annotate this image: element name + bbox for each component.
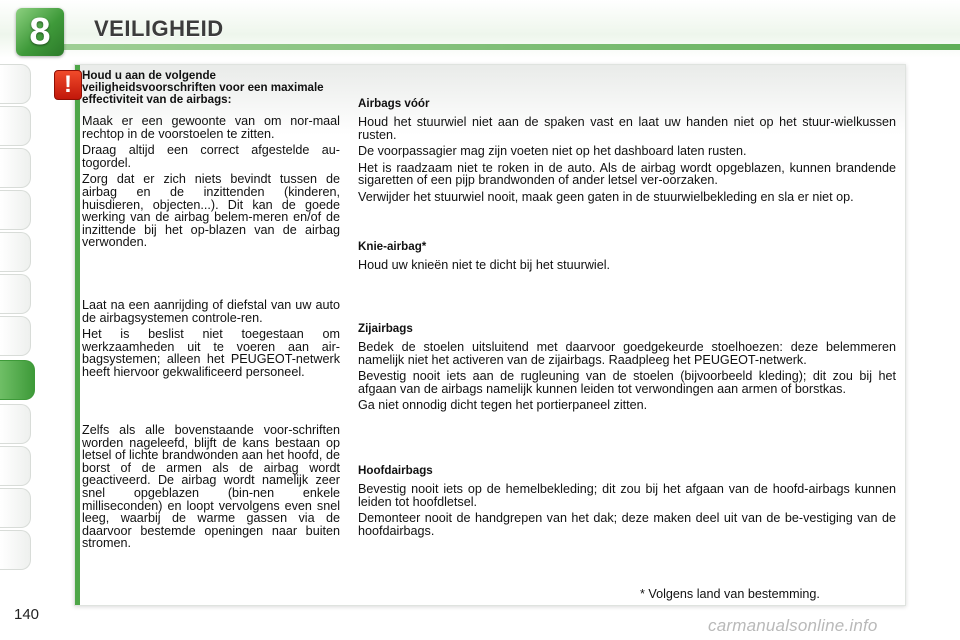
chapter-tab-2[interactable] (0, 106, 31, 146)
head-airbags-paragraph: Demonteer nooit de handgrepen van het dak; deze maken deel uit van de be-vestiging van de hoofdairbags. (358, 511, 896, 538)
chapter-tab-3[interactable] (0, 148, 31, 188)
knee-airbag-paragraph: Houd uw knieën niet te dicht bij het stuurwiel. (358, 258, 611, 272)
side-airbags-paragraph: Ga niet onnodig dicht tegen het portierpaneel zitten. (358, 398, 648, 413)
chapter-title: VEILIGHEID (94, 16, 224, 41)
warning-heading: Houd u aan de volgende veiligheidsvoorschriften voor een maximale effectiviteit van de airbags: (82, 69, 324, 106)
chapter-tab-5[interactable] (0, 232, 31, 272)
side-airbags-paragraph: Bedek de stoelen uitsluitend met daarvoor goedgekeurde stoelhoezen: deze belemmeren namelijk niet het activeren van de zijairbags. Raadpleeg het PEUGEOT-netwerk. (358, 340, 896, 367)
chapter-tab-4[interactable] (0, 190, 31, 230)
chapter-tab-10[interactable] (0, 446, 31, 486)
inspection-paragraph: Het is beslist niet toegestaan om werkzaamheden uit te voeren aan air-bagsystemen; alleen het PEUGEOT-netwerk heeft hiervoor gekwalificeerd personeel. (82, 327, 340, 379)
footnote: * Volgens land van bestemming. (640, 587, 820, 601)
front-airbags-section (358, 98, 896, 208)
chapter-tab-9[interactable] (0, 404, 31, 444)
front-airbags-paragraph: Houd het stuurwiel niet aan de spaken vast en laat uw handen niet op het stuur-wielkussen rusten. (358, 115, 896, 142)
head-airbags-paragraph: Bevestig nooit iets op de hemelbekleding; dit zou bij het afgaan van de hoofd-airbags kunnen leiden tot hoofdletsel. (358, 482, 896, 509)
residual-risk-block (82, 424, 340, 554)
front-airbags-paragraph: Het is raadzaam niet te roken in de auto. Als de airbag wordt opgeblazen, kunnen brandende sigaretten of een pijp brandwonden of ander letsel ver-oorzaken. (358, 160, 896, 188)
panel-accent-stripe (75, 65, 80, 605)
warning-paragraph: Maak er een gewoonte van om nor-maal rechtop in de voorstoelen te zitten. (82, 114, 340, 141)
warning-icon: ! (54, 70, 82, 100)
chapter-tab-8-active[interactable] (0, 360, 35, 400)
chapter-tab-1[interactable] (0, 64, 31, 104)
head-airbags-section (358, 465, 896, 541)
front-airbags-paragraph: De voorpassagier mag zijn voeten niet op het dashboard laten rusten. (358, 144, 747, 159)
chapter-tab-11[interactable] (0, 488, 31, 528)
header-rule (58, 44, 960, 50)
chapter-tab-12[interactable] (0, 530, 31, 570)
chapter-badge: 8 (16, 8, 64, 56)
chapter-tab-7[interactable] (0, 316, 31, 356)
chapter-tab-6[interactable] (0, 274, 31, 314)
inspection-paragraph: Laat na een aanrijding of diefstal van uw auto de airbagsystemen controle-ren. (82, 298, 340, 325)
head-airbags-heading: Hoofdairbags (358, 464, 433, 477)
site-watermark: carmanualsonline.info (708, 616, 878, 635)
side-airbags-paragraph: Bevestig nooit iets aan de rugleuning van de stoelen (bijvoorbeeld kleding); dit zou bij het afgaan van de airbags namelijk kunnen leiden tot verwondingen aan armen of borstkas. (358, 369, 896, 396)
side-airbags-heading: Zijairbags (358, 322, 413, 335)
page-number: 140 (14, 606, 40, 623)
warning-paragraph: Draag altijd een correct afgestelde au-togordel. (82, 143, 340, 170)
knee-airbag-heading: Knie-airbag* (358, 240, 427, 253)
side-airbags-section (358, 323, 896, 416)
front-airbags-heading: Airbags vóór (358, 97, 430, 110)
front-airbags-paragraph: Verwijder het stuurwiel nooit, maak geen gaten in de stuurwielbekleding en sla er niet op. (358, 189, 854, 204)
residual-risk-paragraph: Zelfs als alle bovenstaande voor-schriften worden nageleefd, blijft de kans bestaan op letsel of lichte brandwonden aan het hoofd, de borst of de armen als de airbag wordt geactiveerd. De airbag wordt namelijk zeer snel opgeblazen (bin-nen enkele milliseconden) en loopt vervolgens even snel leeg, waarbij de warme gassen via de daarvoor bestemde openingen naar buiten stromen. (82, 423, 340, 551)
knee-airbag-section (358, 241, 896, 276)
warning-paragraph: Zorg dat er zich niets bevindt tussen de airbag en de inzittenden (kinderen, huisdieren, objecten...). Dit kan de goede werking van de airbag belem-meren en/of de inzittende bij het op-blazen van de airbag verwonden. (82, 172, 340, 250)
warning-block (82, 70, 340, 253)
inspection-block (82, 299, 340, 383)
